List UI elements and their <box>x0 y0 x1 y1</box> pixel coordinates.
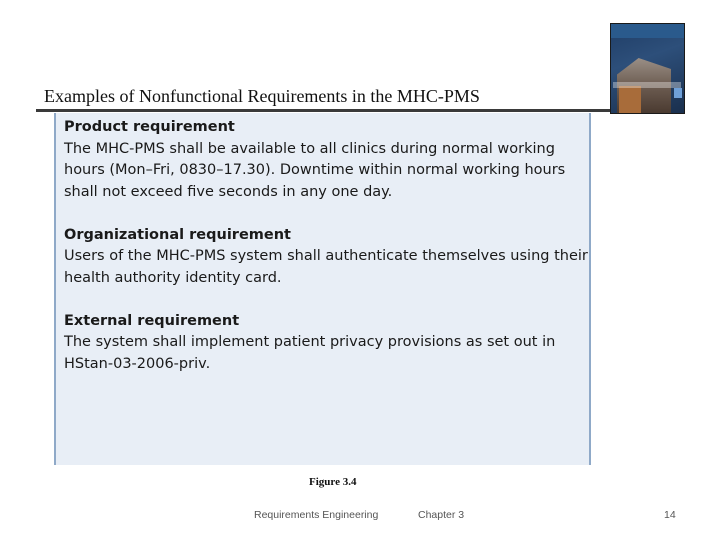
book-cover-stack <box>619 86 641 113</box>
book-cover-header <box>611 24 684 38</box>
footer-page-number: 14 <box>664 509 676 521</box>
book-cover-edition-mark <box>674 88 682 98</box>
requirements-figure-box <box>54 113 591 465</box>
footer-chapter: Chapter 3 <box>418 509 465 521</box>
requirements-text <box>64 117 589 397</box>
requirement-external <box>64 311 589 376</box>
requirement-heading: Product requirement <box>64 119 235 135</box>
requirement-body: The system shall implement patient privacy provisions as set out in HStan-03-2006-priv. <box>64 334 556 372</box>
figure-caption: Figure 3.4 <box>309 476 357 488</box>
requirement-heading: External requirement <box>64 312 240 329</box>
requirement-product <box>64 117 589 203</box>
book-cover-image <box>610 23 685 114</box>
requirement-heading: Organizational requirement <box>64 226 291 243</box>
requirement-organizational <box>64 225 589 290</box>
requirement-body: Users of the MHC-PMS system shall authenticate themselves using their health authority identity card. <box>64 248 588 286</box>
book-cover-title-band <box>613 82 681 88</box>
title-divider <box>36 109 616 112</box>
slide-title: Examples of Nonfunctional Requirements in the MHC-PMS <box>44 86 480 106</box>
requirement-body: The MHC-PMS shall be available to all clinics during normal working hours (Mon–Fri, 0830–17.30). Downtime within normal working hours shall not exceed five seconds in any one day. <box>64 140 566 200</box>
footer-topic: Requirements Engineering <box>254 509 379 521</box>
